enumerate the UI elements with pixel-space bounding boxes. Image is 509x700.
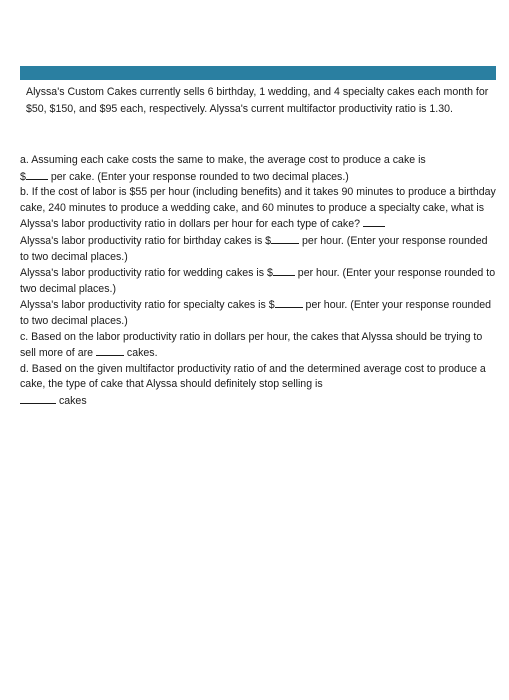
question-b-text: b. If the cost of labor is $55 per hour (including benefits) and it takes 90 minutes to produce a birthday cake, 240 minutes to produce a wedding cake, and 60 minutes to produce a specialty cake, what is Alyssa's labor productivity ratio in dollars per hour for each type of cake? bbox=[20, 186, 496, 231]
question-c bbox=[20, 330, 498, 362]
question-a-after: per cake. (Enter your response rounded to two decimal places.) bbox=[47, 170, 349, 183]
birthday-ratio-blank[interactable] bbox=[271, 233, 299, 244]
question-d bbox=[20, 362, 498, 410]
question-c-before: c. Based on the labor productivity ratio in dollars per hour, the cakes that Alyssa should be trying to sell more of are bbox=[20, 330, 483, 360]
specialty-after: per hour. (Enter your response rounded to two decimal places.) bbox=[20, 299, 492, 327]
question-d-blank[interactable] bbox=[20, 393, 56, 404]
header-bar bbox=[20, 66, 496, 80]
wedding-after: per hour. (Enter your response rounded to two decimal places.) bbox=[20, 267, 496, 295]
question-d-after: cakes bbox=[56, 394, 87, 407]
birthday-after: per hour. (Enter your response rounded to two decimal places.) bbox=[20, 234, 488, 263]
question-c-blank[interactable] bbox=[96, 345, 124, 356]
question-b-blank[interactable] bbox=[363, 216, 385, 227]
question-birthday bbox=[20, 233, 498, 265]
question-d-text: d. Based on the given multifactor productivity ratio of and the determined average cost to produce a cake, the type of cake that Alyssa should definitely stop selling is bbox=[20, 362, 486, 391]
average-cost-blank[interactable] bbox=[26, 169, 48, 180]
intro-text: Alyssa's Custom Cakes currently sells 6 birthday, 1 wedding, and 4 specialty cakes each month for $50, $150, and $95 each, respectively. Alyssa's current multifactor productivity ratio is 1.30. bbox=[26, 86, 489, 115]
question-a-line1: a. Assuming each cake costs the same to make, the average cost to produce a cake is bbox=[20, 154, 426, 166]
problem-intro bbox=[26, 84, 496, 118]
wedding-before: Alyssa's labor productivity ratio for wedding cakes is $ bbox=[20, 267, 273, 280]
question-a-currency: $ bbox=[20, 170, 26, 183]
question-specialty bbox=[20, 297, 498, 329]
question-c-after: cakes. bbox=[123, 347, 158, 360]
question-wedding bbox=[20, 265, 498, 297]
specialty-before: Alyssa's labor productivity ratio for specialty cakes is $ bbox=[20, 299, 275, 312]
birthday-before: Alyssa's labor productivity ratio for birthday cakes is $ bbox=[20, 234, 272, 247]
question-a bbox=[20, 153, 498, 185]
question-b bbox=[20, 185, 498, 233]
wedding-ratio-blank[interactable] bbox=[273, 265, 295, 276]
questions-section bbox=[20, 153, 498, 410]
specialty-ratio-blank[interactable] bbox=[275, 297, 303, 308]
